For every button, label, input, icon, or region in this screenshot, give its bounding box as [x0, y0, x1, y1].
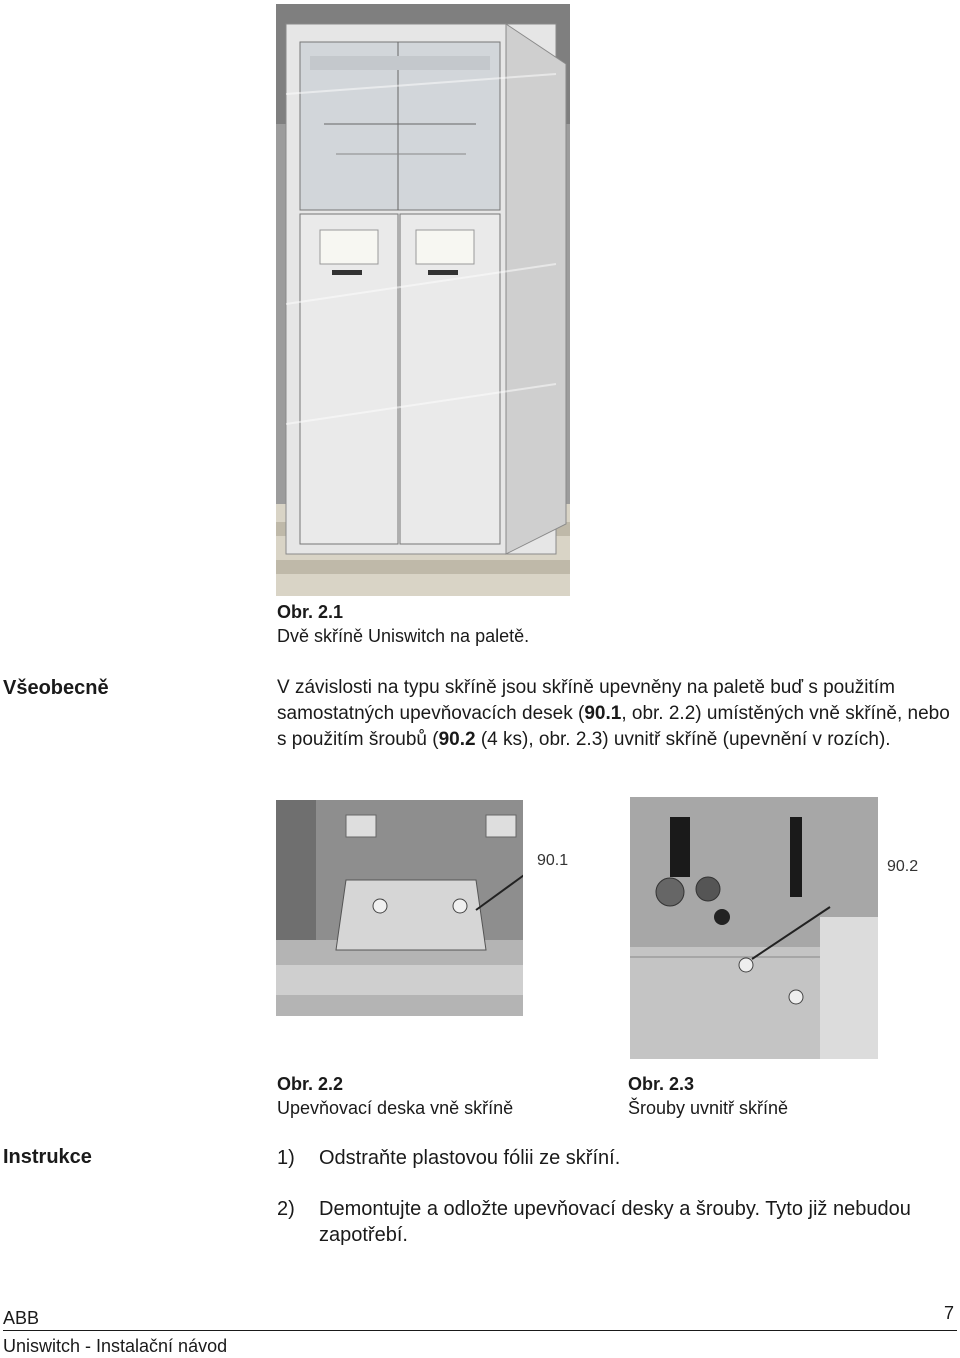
footer-document-title: Uniswitch - Instalační návod	[3, 1336, 228, 1356]
cabinets-illustration	[276, 4, 570, 596]
figure-caption: Šrouby uvnitř skříně	[628, 1098, 789, 1118]
figure-caption: Dvě skříně Uniswitch na paletě.	[277, 626, 530, 646]
general-text-3: (4 ks), obr. 2.3) uvnitř skříně (upevnění v rozích).	[475, 729, 891, 750]
figure-caption: Upevňovací deska vně skříně	[277, 1098, 514, 1118]
figure-number: Obr. 2.1	[277, 602, 344, 622]
step-text: Demontujte a odložte upevňovací desky a šrouby. Tyto již nebudou zapotřebí.	[319, 1198, 911, 1246]
general-text-2: , obr. 2.2) umístěných vně skříně, nebo s použitím šroubů (	[277, 703, 950, 750]
figure-photo-bolts	[630, 797, 878, 1059]
figure-photo-fixing-plate	[276, 800, 523, 1016]
figure-number: Obr. 2.2	[277, 1074, 344, 1094]
callout-902-label: 90.2	[887, 858, 919, 875]
figure-number: Obr. 2.3	[628, 1074, 695, 1094]
figure-photo-cabinets	[276, 4, 570, 596]
footer-brand: ABB	[3, 1308, 40, 1328]
footer-divider	[3, 1330, 957, 1331]
general-ref-901: 90.1	[584, 703, 622, 724]
instruction-step	[277, 1145, 960, 1171]
general-paragraph	[277, 675, 957, 753]
callout-901-label: 90.1	[537, 852, 569, 869]
instruction-step	[277, 1196, 960, 1248]
general-ref-902: 90.2	[438, 729, 476, 750]
step-number: 2)	[277, 1198, 295, 1220]
step-text: Odstraňte plastovou fólii ze skříní.	[319, 1147, 621, 1169]
section-label-general: Všeobecně	[3, 677, 109, 699]
footer-page-number: 7	[944, 1303, 955, 1323]
step-number: 1)	[277, 1147, 295, 1169]
section-label-instructions: Instrukce	[3, 1146, 92, 1168]
general-text-1: V závislosti na typu skříně jsou skříně upevněny na paletě buď s použitím samostatných upevňovacích desek (	[277, 677, 895, 724]
fixing-plate-illustration	[276, 800, 523, 1016]
bolts-illustration	[630, 797, 878, 1059]
